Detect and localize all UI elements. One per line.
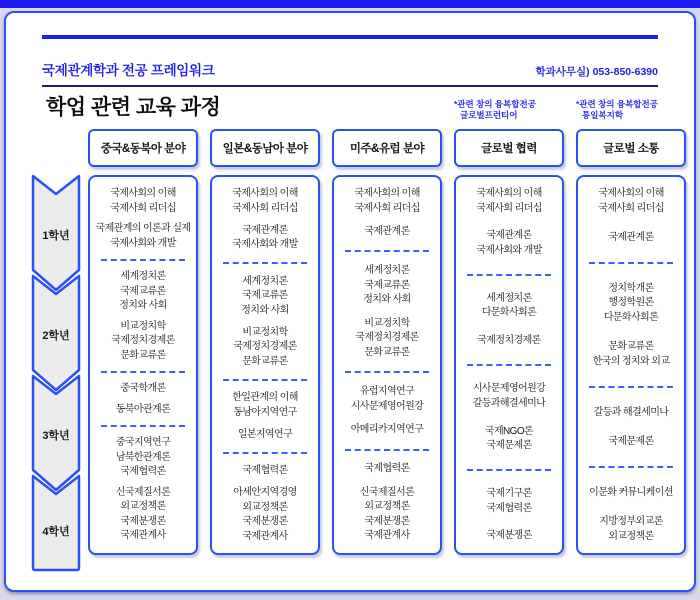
year-label: 1학년 [42, 230, 70, 242]
course-item: 국제분쟁론 [242, 516, 288, 527]
dotted-divider [589, 262, 673, 264]
course-group [94, 382, 192, 396]
course-item: 국제사회의 이해 [354, 188, 420, 199]
dotted-divider [345, 371, 429, 373]
course-box [454, 175, 564, 555]
course-item: 국제관계론 [364, 225, 410, 237]
course-group [94, 222, 192, 250]
course-group [216, 275, 314, 318]
note-line1: *관련 창의 융복합전공 [576, 99, 658, 109]
course-item: 국제NGO론 [484, 425, 534, 437]
course-item: 외교정책론 [120, 501, 166, 513]
course-group [338, 264, 436, 307]
course-item: 국제사회의 이해 [110, 188, 176, 199]
course-group [582, 435, 680, 449]
dotted-divider [223, 262, 307, 264]
course-item: 국제정치경제론 [355, 332, 419, 344]
course-item: 국제사회와 개발 [110, 237, 176, 249]
course-group [338, 423, 436, 437]
course-item: 지방정부외교론 [599, 516, 663, 527]
course-item: 아메리카지역연구 [350, 424, 424, 436]
dotted-divider [467, 469, 551, 471]
dotted-divider [101, 259, 185, 261]
course-group [94, 320, 192, 363]
course-item: 국제관계사 [120, 530, 166, 542]
course-item: 국제사회와 개발 [476, 244, 542, 256]
course-group [216, 464, 314, 478]
course-item: 중국지역연구 [115, 437, 171, 449]
course-group [216, 224, 314, 252]
year-label: 3학년 [42, 430, 70, 442]
course-item: 국제사회 리더십 [354, 202, 420, 214]
dotted-divider [345, 449, 429, 451]
course-item: 행정학원론 [608, 297, 654, 309]
course-group [216, 326, 314, 369]
course-item: 국제사회의 이해 [598, 188, 664, 199]
fusion-major-note [576, 99, 686, 127]
course-group [338, 317, 436, 360]
course-item: 비교정치학 [364, 317, 410, 329]
course-item: 국제관계론 [608, 231, 654, 243]
course-item: 국제관계사 [364, 530, 410, 542]
course-item: 국제협력론 [364, 463, 410, 475]
content-frame [4, 11, 696, 592]
course-group [582, 515, 680, 543]
course-item: 국제협력론 [486, 502, 532, 514]
course-item: 갈등과해결세미나 [472, 397, 546, 409]
course-item: 신국제질서론 [359, 486, 415, 498]
course-item: 다문화사회론 [481, 307, 537, 319]
course-item: 정치와 사회 [241, 304, 289, 316]
curriculum-column [454, 99, 564, 555]
course-item: 국제관계사 [242, 530, 288, 542]
course-box [210, 175, 320, 555]
note-line2: 통일복지학 [582, 110, 624, 121]
course-group [94, 403, 192, 417]
course-item: 문화교류론 [242, 355, 288, 367]
course-item: 외교정책론 [608, 530, 654, 542]
course-group [338, 385, 436, 413]
course-item: 국제사회 리더십 [598, 202, 664, 214]
note-line2: 글로벌프런티어 [460, 110, 518, 121]
course-item: 국제문제론 [608, 435, 654, 447]
dotted-divider [345, 250, 429, 252]
course-item: 국제정치경제론 [111, 335, 175, 347]
course-item: 세계정치론 [242, 275, 288, 287]
course-item: 문화교류론 [364, 346, 410, 358]
course-item: 시사문제영어원강 [472, 383, 546, 395]
column-header: 일본&동남아 분야 [210, 129, 320, 167]
course-group [338, 225, 436, 239]
course-item: 비교정치학 [120, 320, 166, 332]
fusion-major-note [210, 99, 320, 127]
course-group [94, 270, 192, 313]
course-group [582, 231, 680, 245]
course-item: 국제사회 리더십 [110, 202, 176, 214]
course-group [460, 529, 558, 543]
dotted-divider [101, 425, 185, 427]
course-item: 국제협력론 [120, 466, 166, 478]
course-item: 동남아지역연구 [233, 406, 297, 418]
course-item: 국제사회의 이해 [476, 188, 542, 199]
course-item: 세계정치론 [120, 271, 166, 283]
dotted-divider [467, 364, 551, 366]
course-item: 국제교류론 [120, 285, 166, 297]
course-item: 신국제질서론 [115, 486, 171, 498]
year-label: 4학년 [42, 526, 70, 538]
department-title: 국제관계학과 전공 프레임워크 [42, 63, 215, 78]
dotted-divider [223, 452, 307, 454]
course-item: 외교정책론 [242, 501, 288, 513]
course-item: 국제교류론 [364, 279, 410, 291]
course-box [332, 175, 442, 555]
dotted-divider [467, 274, 551, 276]
course-item: 동북아관계론 [115, 403, 171, 415]
course-box [576, 175, 686, 555]
course-item: 일본지역연구 [237, 428, 293, 440]
year-label: 2학년 [42, 330, 70, 342]
note-line1: *관련 창의 융복합전공 [454, 99, 536, 109]
course-item: 한일관계의 이해 [232, 392, 298, 403]
course-item: 국제협력론 [242, 465, 288, 476]
course-item: 이문화 커뮤니케이션 [589, 486, 673, 498]
course-item: 국제관계론 [242, 224, 288, 236]
course-group [216, 428, 314, 442]
course-group [460, 382, 558, 410]
column-header: 글로벌 협력 [454, 129, 564, 167]
curriculum-column [210, 99, 320, 555]
column-header: 글로벌 소통 [576, 129, 686, 167]
course-item: 문화교류론 [120, 349, 166, 361]
course-group [582, 340, 680, 368]
office-phone: 학과사무실) 053-850-6390 [535, 66, 658, 78]
course-item: 한국의 정치와 외교 [592, 355, 670, 367]
course-group [582, 486, 680, 500]
course-item: 국제사회 리더십 [232, 202, 298, 214]
course-group [460, 425, 558, 453]
course-item: 세계정치론 [486, 292, 532, 304]
course-item: 국제분쟁론 [120, 515, 166, 527]
course-item: 국제정치경제론 [477, 335, 541, 347]
course-item: 갈등과 해결세미나 [593, 406, 669, 418]
course-group [216, 486, 314, 543]
course-group [460, 187, 558, 215]
course-item: 국제교류론 [242, 290, 288, 301]
curriculum-column [332, 99, 442, 555]
column-header: 중국&동북아 분야 [88, 129, 198, 167]
year-arrows [30, 173, 82, 573]
course-group [582, 282, 680, 325]
fusion-major-note [332, 99, 442, 127]
curriculum-column [88, 99, 198, 555]
course-item: 아세안지역경영 [233, 487, 297, 498]
column-header: 미주&유럽 분야 [332, 129, 442, 167]
curriculum-column [576, 99, 686, 555]
course-item: 국제사회와 개발 [232, 239, 298, 250]
course-item: 국제분쟁론 [486, 530, 532, 542]
course-item: 국제기구론 [486, 488, 532, 500]
course-item: 정치와 사회 [119, 300, 167, 312]
course-group [338, 187, 436, 215]
course-group [216, 187, 314, 215]
course-box [88, 175, 198, 555]
course-item: 정치와 사회 [363, 294, 411, 306]
top-blue-band [0, 0, 700, 8]
dotted-divider [589, 466, 673, 468]
page-title: 학업 관련 교육 과정 [46, 96, 221, 119]
course-item: 국제분쟁론 [364, 515, 410, 527]
course-item: 비교정치학 [242, 326, 288, 338]
course-item: 유럽지역연구 [359, 386, 415, 398]
course-item: 국제사회의 이해 [232, 188, 298, 199]
course-group [460, 229, 558, 257]
course-group [216, 391, 314, 419]
curriculum-area [6, 87, 694, 592]
dotted-divider [101, 371, 185, 373]
course-item: 국제관계론 [486, 230, 532, 242]
course-item: 국제정치경제론 [233, 341, 297, 352]
course-group [460, 487, 558, 515]
course-item: 문화교류론 [608, 341, 654, 352]
course-item: 정치학개론 [608, 282, 654, 294]
course-group [582, 406, 680, 420]
course-group [338, 486, 436, 543]
dotted-divider [589, 386, 673, 388]
course-item: 중국학개론 [120, 383, 166, 395]
course-group [338, 462, 436, 476]
course-group [94, 436, 192, 479]
course-group [460, 334, 558, 348]
course-group [582, 187, 680, 215]
course-group [460, 292, 558, 320]
course-item: 다문화사회론 [603, 311, 659, 323]
course-item: 남북한관계론 [115, 451, 171, 463]
dotted-divider [223, 379, 307, 381]
course-item: 국제문제론 [486, 440, 532, 452]
course-item: 국제관계의 이론과 실제 [95, 223, 191, 235]
course-item: 세계정치론 [364, 265, 410, 277]
fusion-major-note [454, 99, 564, 127]
course-group [94, 486, 192, 543]
course-group [94, 187, 192, 215]
course-item: 시사문제영어원강 [350, 400, 424, 412]
header-row [42, 39, 658, 85]
columns-area [88, 87, 694, 555]
course-item: 국제사회 리더십 [476, 202, 542, 214]
course-item: 외교정책론 [364, 501, 410, 513]
